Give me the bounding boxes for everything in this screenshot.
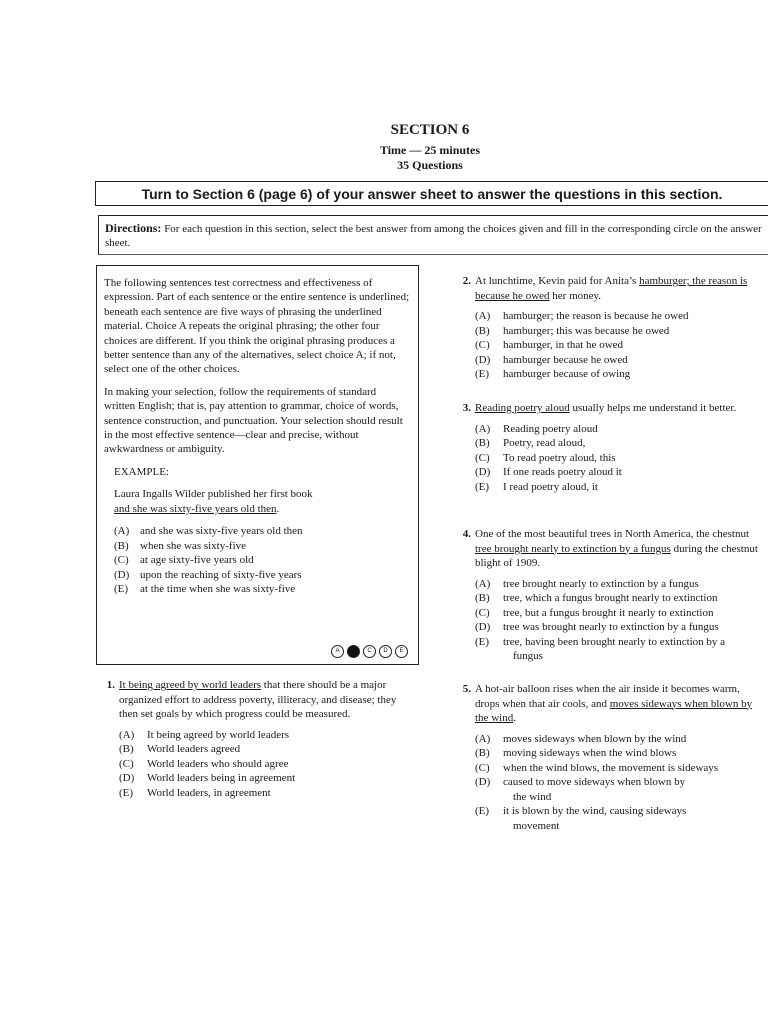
option-letter: (A) [475, 310, 491, 322]
option-letter: (D) [114, 568, 130, 581]
example-option [114, 524, 410, 539]
option-text-continued: fungus [513, 650, 543, 662]
example-options [114, 524, 410, 597]
option-letter: (A) [114, 525, 130, 538]
option-letter: (A) [475, 732, 491, 745]
answer-option [475, 451, 765, 466]
answer-option [475, 436, 765, 451]
option-text: at the time when she was sixty-five [140, 583, 296, 596]
answer-option [475, 367, 765, 382]
directions-box [98, 215, 768, 255]
question-number: 1. [106, 679, 115, 691]
answer-option [475, 338, 765, 353]
question-3 [462, 401, 765, 494]
question-options [475, 732, 765, 834]
answer-option [475, 353, 765, 368]
example-sentence [114, 487, 410, 516]
option-letter: (A) [475, 577, 491, 590]
stem-underlined: tree brought nearly to extinction by a fungus [475, 542, 671, 555]
stem-post: usually helps me understand it better. [569, 402, 737, 414]
question-options [475, 309, 765, 382]
answer-bubble-c: C [363, 645, 376, 658]
option-letter: (E) [114, 583, 129, 596]
question-stem [119, 678, 411, 722]
option-text: Poetry, read aloud, [503, 437, 586, 449]
question-stem [475, 682, 765, 726]
example-option [114, 553, 410, 568]
option-letter: (B) [119, 743, 134, 755]
option-text: World leaders, in agreement [147, 786, 271, 799]
option-letter: (B) [475, 747, 490, 759]
option-text: at age sixty-five years old [140, 554, 254, 567]
stem-post: . [513, 712, 516, 724]
instructions-paragraph-2: In making your selection, follow the requirements of standard written English; that is, pay attention to grammar, choice of words, sentence construction, and punctuation. Your selection should result in the most effective sentence—clear and precise, without awkwardness or ambiguity. [104, 385, 403, 456]
stem-pre: One of the most beautiful trees in North America, the chestnut [475, 528, 750, 540]
stem-underlined: hamburger; the reason is because he owed [475, 275, 748, 302]
option-text: it is blown by the wind, causing sideways [503, 805, 687, 817]
question-number: 2. [462, 275, 471, 287]
instructions-paragraph-1: The following sentences test correctness and effectiveness of expression. Part of each sentence or the entire sentence is underlined; beneath each sentence are five ways of phrasing the underlined material. Choice A repeats the original phrasing; the other four choices are different. If you think the original phrasing produces a better sentence than any of the alternatives, select choice A; if not, select one of the other choices. [104, 277, 410, 376]
answer-option [475, 775, 765, 804]
answer-option [119, 786, 411, 801]
option-letter: (C) [475, 761, 490, 774]
option-text: I read poetry aloud, it [503, 480, 598, 493]
question-number: 3. [462, 402, 471, 414]
answer-option [119, 728, 411, 743]
option-letter: (B) [475, 592, 490, 604]
option-letter: (C) [119, 757, 134, 770]
option-text: World leaders being in agreement [147, 772, 296, 784]
question-stem [475, 527, 765, 571]
stem-underlined: moves sideways when blown by the wind [475, 697, 753, 724]
option-letter: (D) [475, 466, 491, 478]
option-letter: (E) [475, 368, 490, 380]
question-number: 5. [462, 683, 471, 695]
option-text: tree, which a fungus brought nearly to extinction [503, 592, 718, 604]
stem-pre: A hot-air balloon rises when the air inside it becomes warm, drops when that air cools, and [475, 683, 740, 710]
option-letter: (B) [475, 437, 490, 449]
option-text: tree brought nearly to extinction by a fungus [503, 577, 699, 590]
option-text-continued: movement [513, 819, 560, 832]
option-text: tree was brought nearly to extinction by a fungus [503, 621, 719, 633]
instructions-box [96, 265, 419, 665]
option-text: hamburger; the reason is because he owed [503, 310, 689, 322]
answer-option [475, 309, 765, 324]
directions-text: For each question in this section, select the best answer from among the choices given and fill in the corresponding circle on the answer sheet. [105, 223, 762, 249]
stem-post: during the chestnut blight of 1909. [475, 542, 758, 569]
answer-option [119, 771, 411, 786]
stem-post: her money. [549, 289, 602, 302]
option-text: If one reads poetry aloud it [503, 466, 622, 478]
option-text: and she was sixty-five years old then [140, 525, 303, 538]
answer-bubble-e: E [395, 645, 408, 658]
option-text: moves sideways when blown by the wind [503, 732, 687, 745]
answer-option [475, 577, 765, 592]
option-letter: (A) [119, 728, 135, 741]
answer-option [475, 422, 765, 437]
example-option [114, 539, 410, 554]
option-letter: (C) [114, 554, 129, 567]
example-option [114, 568, 410, 583]
option-text: Reading poetry aloud [503, 422, 598, 435]
example-block [114, 465, 410, 597]
question-number: 4. [462, 528, 471, 540]
option-text: caused to move sideways when blown by [503, 776, 686, 788]
option-text: upon the reaching of sixty-five years [140, 568, 302, 581]
option-letter: (B) [475, 324, 490, 337]
option-letter: (C) [475, 606, 490, 619]
option-text: hamburger because of owing [503, 368, 631, 380]
stem-underlined: It being agreed by world leaders [119, 679, 262, 691]
question-2 [462, 274, 765, 382]
question-stem [475, 274, 765, 303]
answer-bubble-b: B [347, 645, 360, 658]
example-plain-text: Laura Ingalls Wilder published her first book [114, 488, 313, 501]
answer-bubbles [331, 645, 408, 658]
example-end-text: . [276, 502, 280, 515]
answer-option [475, 620, 765, 635]
option-letter: (A) [475, 422, 491, 435]
option-letter: (E) [475, 805, 490, 817]
example-option [114, 582, 410, 597]
option-text-continued: the wind [513, 790, 552, 803]
option-text: World leaders agreed [147, 743, 241, 755]
answer-option [475, 804, 765, 833]
option-letter: (D) [475, 353, 491, 366]
answer-option [475, 761, 765, 776]
example-underlined-text: and she was sixty-five years old then [114, 502, 277, 515]
answer-option [475, 480, 765, 495]
option-text: tree, having been brought nearly to extinction by a [503, 635, 726, 648]
option-text: when she was sixty-five [140, 539, 247, 552]
option-text: tree, but a fungus brought it nearly to extinction [503, 606, 714, 619]
option-text: World leaders who should agree [147, 757, 289, 770]
option-letter: (B) [114, 539, 129, 552]
answer-bubble-a: A [331, 645, 344, 658]
stem-underlined: Reading poetry aloud [475, 402, 570, 414]
option-letter: (E) [119, 786, 134, 799]
option-letter: (D) [475, 621, 491, 633]
question-options [119, 728, 411, 801]
answer-option [475, 324, 765, 339]
section-time: Time — 25 minutes [379, 143, 481, 157]
option-letter: (D) [119, 772, 135, 784]
option-text: hamburger because he owed [503, 353, 628, 366]
option-letter: (E) [475, 635, 490, 648]
section-title: SECTION 6 [390, 122, 470, 138]
answer-sheet-banner: Turn to Section 6 (page 6) of your answer sheet to answer the questions in this section. [95, 181, 768, 206]
option-text: hamburger, in that he owed [503, 339, 624, 351]
section-question-count: 35 Questions [397, 158, 463, 172]
question-1 [106, 678, 411, 800]
question-4 [462, 527, 765, 664]
option-letter: (E) [475, 480, 490, 493]
option-letter: (D) [475, 776, 491, 788]
answer-option [475, 732, 765, 747]
answer-option [475, 465, 765, 480]
option-letter: (C) [475, 339, 490, 351]
answer-option [475, 635, 765, 664]
answer-option [475, 606, 765, 621]
answer-option [119, 742, 411, 757]
answer-option [475, 746, 765, 761]
question-options [475, 422, 765, 495]
question-options [475, 577, 765, 664]
option-text: when the wind blows, the movement is sideways [503, 761, 719, 774]
option-letter: (C) [475, 451, 490, 464]
question-stem [475, 401, 765, 416]
question-5 [462, 682, 765, 833]
answer-option [119, 757, 411, 772]
answer-bubble-d: D [379, 645, 392, 658]
answer-option [475, 591, 765, 606]
option-text: moving sideways when the wind blows [503, 747, 677, 759]
option-text: hamburger; this was because he owed [503, 324, 670, 337]
directions-label: Directions: [105, 221, 162, 235]
option-text: It being agreed by world leaders [147, 728, 290, 741]
example-label: EXAMPLE: [114, 465, 169, 478]
stem-post: that there should be a major organized effort to address poverty, illiteracy, and disease; they then set goals by which progress could be measured. [119, 679, 397, 720]
stem-pre: At lunchtime, Kevin paid for Anita’s [475, 275, 640, 287]
option-text: To read poetry aloud, this [503, 451, 616, 464]
